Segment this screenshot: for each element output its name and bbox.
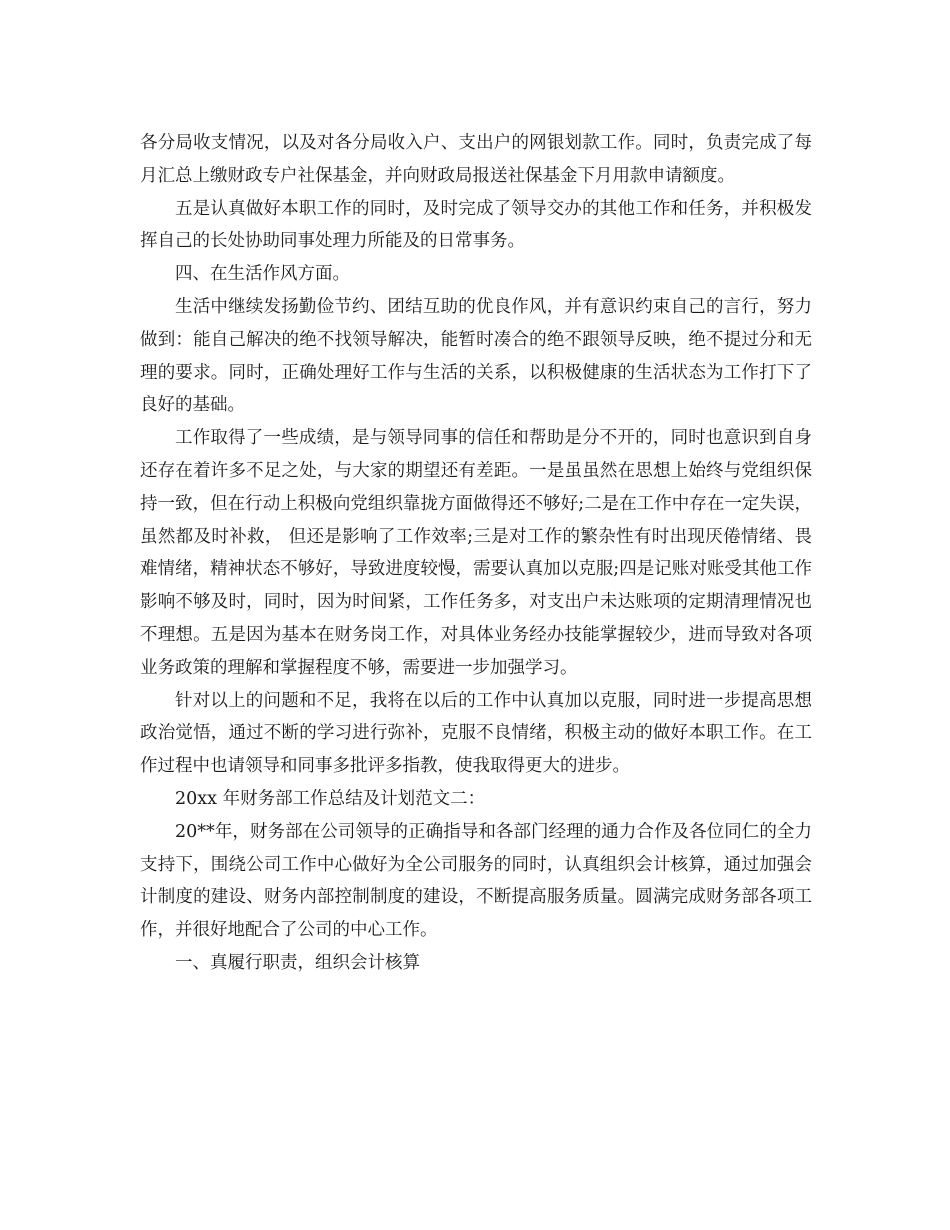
document-body (140, 127, 812, 980)
paragraph-life-style: 生活中继续发扬勤俭节约、团结互助的优良作风，并有意识约束自己的言行，努力做到：能自己解决的绝不找领导解决，能暂时凑合的绝不跟领导反映，绝不提过分和无理的要求。同时，正确处理好工作与生活的关系，以积极健康的生活状态为工作打下了良好的基础。 (140, 296, 812, 416)
paragraph-shortcomings: 工作取得了一些成绩，是与领导同事的信任和帮助是分不开的，同时也意识到自身还存在着许多不足之处，与大家的期望还有差距。一是虽虽然在思想上始终与党组织保持一致，但在行动上积极向党组织靠拢方面做得还不够好;二是在工作中存在一定失误，虽然都及时补救， 但还是影响了工作效率;三是对工作的繁杂性有时出现厌倦情绪、畏难情绪，精神状态不够好，导致进度较慢，需要认真加以克服;四是记账对账受其他工作影响不够及时，同时，因为时间紧，工作任务多，对支出户未达账项的定期清理情况也不理想。五是因为基本在财务岗工作，对具体业务经办技能掌握较少，进而导致对各项业务政策的理解和掌握程度不够，需要进一步加强学习。 (140, 428, 812, 678)
paragraph-finance-intro: 20**年，财务部在公司领导的正确指导和各部门经理的通力合作及各位同仁的全力支持下，围绕公司工作中心做好为全公司服务的同时，认真组织会计核算，通过加强会计制度的建设、财务内部控制制度的建设，不断提高服务质量。圆满完成财务部各项工作，并很好地配合了公司的中心工作。 (140, 821, 812, 941)
sample-title-two: 20xx 年财务部工作总结及计划范文二： (175, 788, 486, 809)
section-heading-duties: 一、真履行职责，组织会计核算 (175, 952, 420, 973)
paragraph-item-five: 五是认真做好本职工作的同时，及时完成了领导交办的其他工作和任务，并积极发挥自己的长处协助同事处理力所能及的日常事务。 (140, 198, 812, 252)
paragraph-improvement: 针对以上的问题和不足，我将在以后的工作中认真加以克服，同时进一步提高思想政治觉悟，通过不断的学习进行弥补，克服不良情绪，积极主动的做好本职工作。在工作过程中也请领导和同事多批评多指教，使我取得更大的进步。 (140, 690, 812, 777)
paragraph-continued: 各分局收支情况，以及对各分局收入户、支出户的网银划款工作。同时，负责完成了每月汇总上缴财政专户社保基金，并向财政局报送社保基金下月用款申请额度。 (140, 133, 812, 186)
section-heading-life-style: 四、在生活作风方面。 (175, 264, 350, 285)
